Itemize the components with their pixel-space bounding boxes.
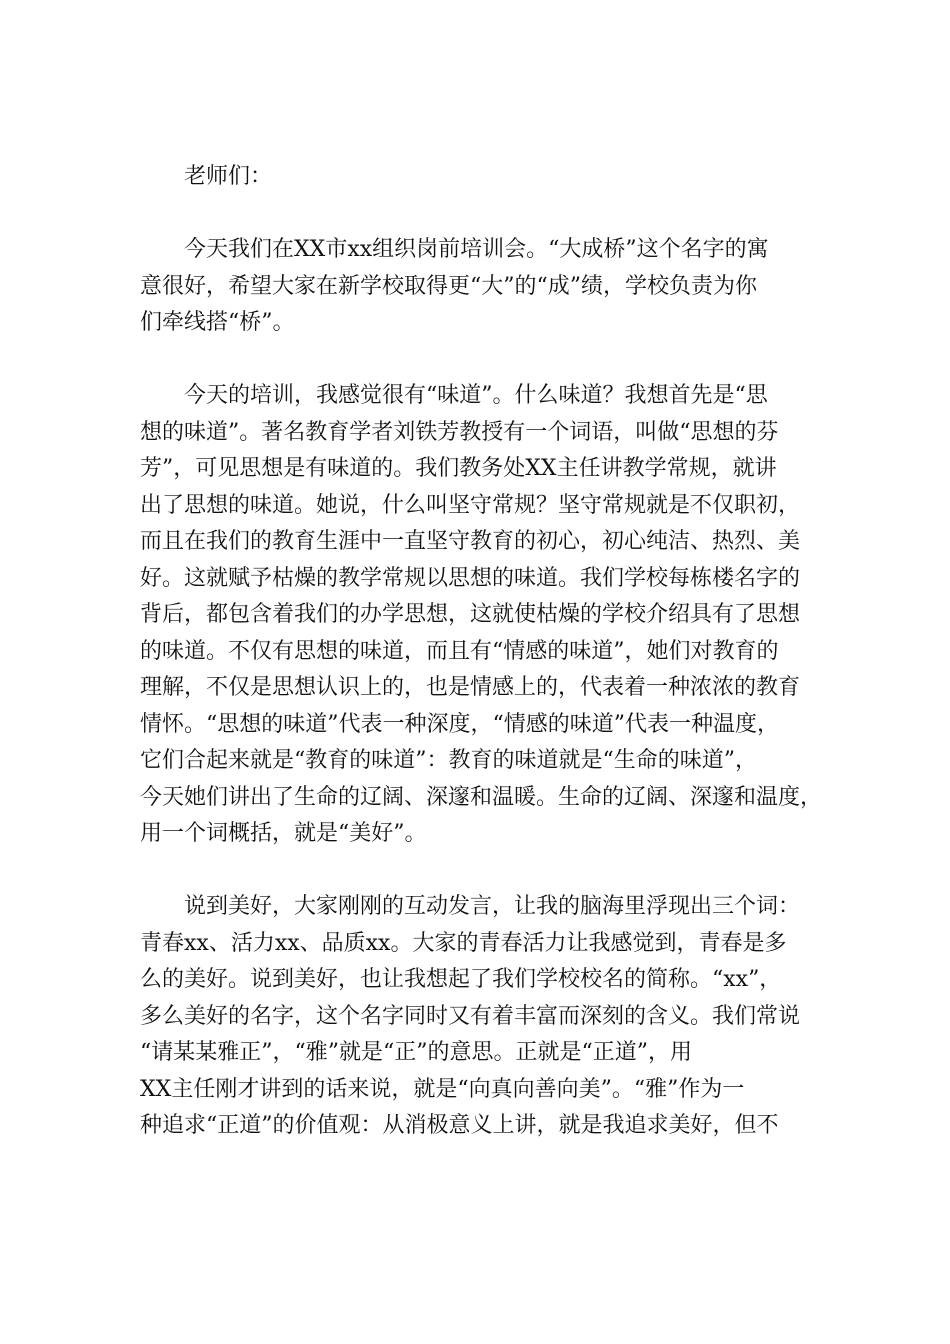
- paragraph-line: 们牵线搭“桥”。: [140, 310, 295, 335]
- paragraph-line: XX主任刚才讲到的话来说，就是“向真向善向美”。“雅”作为一: [140, 1076, 745, 1102]
- paragraph-line: 青春xx、活力xx、品质xx。大家的青春活力让我感觉到，青春是多: [140, 930, 787, 956]
- paragraph-spacer: [140, 342, 826, 379]
- paragraph-line: 想的味道”。著名教育学者刘铁芳教授有一个词语，叫做“思想的芬: [140, 419, 779, 445]
- paragraph-line: 好。这就赋予枯燥的教学常规以思想的味道。我们学校每栋楼名字的: [140, 565, 801, 591]
- document-body: [140, 159, 826, 1145]
- paragraph-line: 么的美好。说到美好，也让我想起了我们学校校名的简称。“xx”，: [140, 967, 782, 992]
- paragraph-line: 情怀。“思想的味道”代表一种深度，“情感的味道”代表一种温度，: [140, 711, 779, 737]
- paragraph-line: 用一个词概括，就是“美好”。: [140, 821, 427, 846]
- paragraph-line: 它们合起来就是“教育的味道”：教育的味道就是“生命的味道”，: [140, 748, 757, 773]
- greeting-paragraph: [140, 159, 826, 196]
- paragraph-line: 今天她们讲出了生命的辽阔、深邃和温暖。生命的辽阔、深邃和温度，: [140, 784, 823, 810]
- paragraph-line: 背后，都包含着我们的办学思想，这就使枯燥的学校介绍具有了思想: [140, 602, 801, 627]
- paragraph-line: 出了思想的味道。她说，什么叫坚守常规？坚守常规就是不仅职初，: [140, 492, 801, 518]
- paragraph-spacer: [140, 196, 826, 233]
- paragraph-line: 芳”，可见思想是有味道的。我们教务处XX主任讲教学常规，就讲: [140, 456, 777, 481]
- paragraph-line: 种追求“正道”的价值观：从消极意义上讲，就是我追求美好，但不: [140, 1113, 779, 1138]
- paragraph-line: 今天我们在XX市xx组织岗前培训会。“大成桥”这个名字的寓: [184, 237, 769, 262]
- paragraph-line: 今天的培训，我感觉很有“味道”。什么味道？我想首先是“思: [184, 383, 768, 408]
- paragraph-line: 的味道。不仅有思想的味道，而且有“情感的味道”，她们对教育的: [140, 638, 779, 664]
- paragraph-3: [140, 889, 826, 1145]
- paragraph-line: 理解，不仅是思想认识上的，也是情感上的，代表着一种浓浓的教育: [140, 675, 801, 700]
- paragraph-line: “请某某雅正”，“雅”就是“正”的意思。正就是“正道”，用: [140, 1040, 692, 1065]
- paragraph-2: [140, 378, 826, 853]
- paragraph-1: [140, 232, 826, 342]
- paragraph-spacer: [140, 853, 826, 890]
- paragraph-line: 意很好，希望大家在新学校取得更“大”的“成”绩，学校负责为你: [140, 273, 757, 299]
- greeting-text: 老师们：: [184, 164, 273, 189]
- paragraph-line: 说到美好，大家刚刚的互动发言，让我的脑海里浮现出三个词：: [184, 894, 801, 919]
- paragraph-line: 多么美好的名字，这个名字同时又有着丰富而深刻的含义。我们常说: [140, 1003, 801, 1029]
- paragraph-line: 而且在我们的教育生涯中一直坚守教育的初心，初心纯洁、热烈、美: [140, 529, 801, 554]
